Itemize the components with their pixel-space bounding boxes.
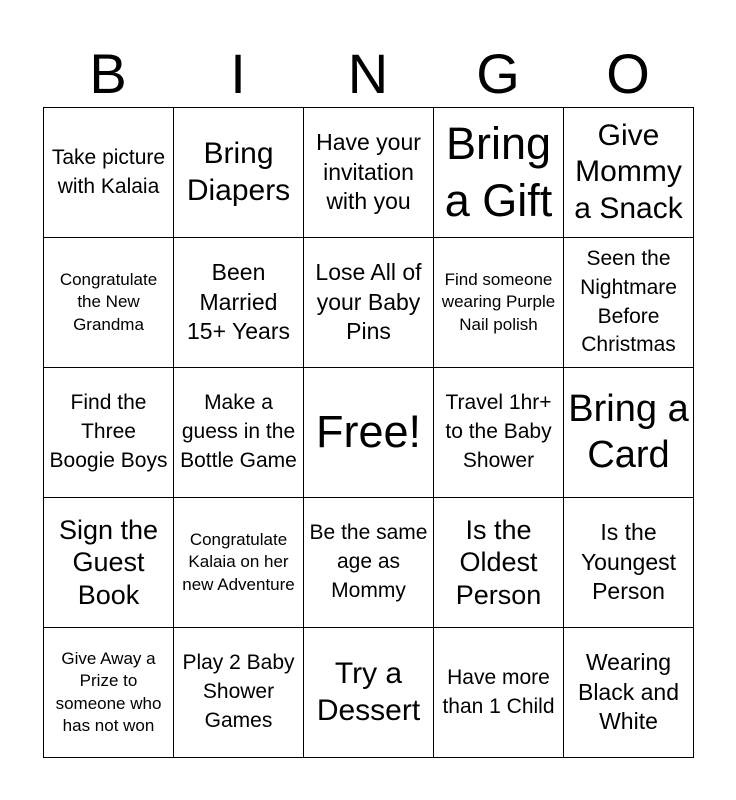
bingo-cell[interactable]: Is the Youngest Person (564, 498, 694, 628)
bingo-card (43, 107, 694, 758)
bingo-cell[interactable]: Play 2 Baby Shower Games (174, 628, 304, 758)
header-letter-i: I (230, 42, 246, 105)
bingo-cell[interactable]: Find someone wearing Purple Nail polish (434, 238, 564, 368)
bingo-cell[interactable]: Seen the Nightmare Before Christmas (564, 238, 694, 368)
bingo-cell[interactable]: Travel 1hr+ to the Baby Shower (434, 368, 564, 498)
header-letter-n: N (347, 42, 389, 105)
bingo-cell[interactable]: Been Married 15+ Years (174, 238, 304, 368)
bingo-cell[interactable]: Sign the Guest Book (44, 498, 174, 628)
bingo-cell[interactable]: Lose All of your Baby Pins (304, 238, 434, 368)
header-letter-b: B (89, 42, 127, 105)
bingo-cell[interactable]: Give Mommy a Snack (564, 108, 694, 238)
bingo-cell[interactable]: Try a Dessert (304, 628, 434, 758)
header-letter-o: O (606, 42, 650, 105)
bingo-cell[interactable]: Have your invitation with you (304, 108, 434, 238)
bingo-cell[interactable]: Make a guess in the Bottle Game (174, 368, 304, 498)
bingo-cell[interactable]: Find the Three Boogie Boys (44, 368, 174, 498)
bingo-header (43, 40, 693, 108)
bingo-cell[interactable]: Is the Oldest Person (434, 498, 564, 628)
bingo-cell[interactable]: Bring Diapers (174, 108, 304, 238)
bingo-cell[interactable]: Congratulate Kalaia on her new Adventure (174, 498, 304, 628)
bingo-cell[interactable]: Be the same age as Mommy (304, 498, 434, 628)
bingo-cell[interactable]: Congratulate the New Grandma (44, 238, 174, 368)
free-space[interactable]: Free! (304, 368, 434, 498)
bingo-cell[interactable]: Take picture with Kalaia (44, 108, 174, 238)
bingo-cell[interactable]: Bring a Gift (434, 108, 564, 238)
bingo-cell[interactable]: Wearing Black and White (564, 628, 694, 758)
header-letter-g: G (476, 42, 520, 105)
bingo-cell[interactable]: Have more than 1 Child (434, 628, 564, 758)
bingo-cell[interactable]: Bring a Card (564, 368, 694, 498)
bingo-cell[interactable]: Give Away a Prize to someone who has not won (44, 628, 174, 758)
